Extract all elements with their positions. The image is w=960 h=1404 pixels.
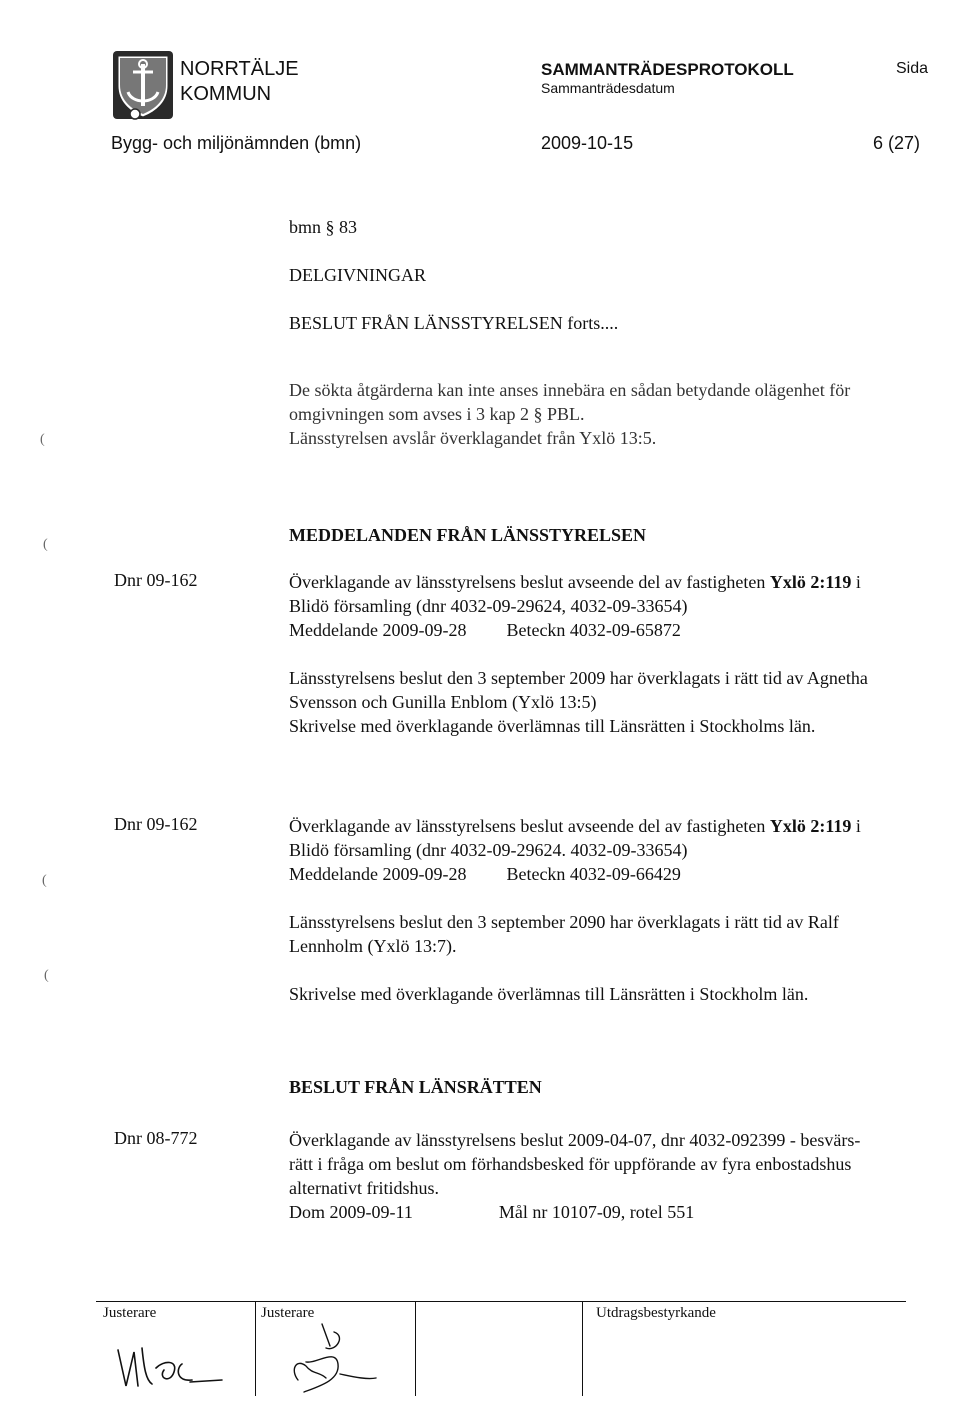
item-dnr: Dnr 08-772 [114,1128,198,1148]
footer-rule [96,1301,906,1302]
beteckning: Beteckn 4032-09-65872 [506,620,681,640]
item-line: Blidö församling (dnr 4032-09-29624, 4032-09-33654) [289,596,688,616]
intro-line: omgivningen som avses i 3 kap 2 § PBL. [289,404,585,424]
paragraph-reference: bmn § 83 [289,217,358,237]
org-name-line1: NORRTÄLJE [180,58,299,80]
case-number: Mål nr 10107-09, rotel 551 [498,1202,695,1222]
justerare-label: Justerare [261,1305,315,1321]
meeting-date-label: Sammanträdesdatum [541,80,675,96]
item-note: Lennholm (Yxlö 13:7). [289,936,457,956]
margin-mark: ( [43,537,48,552]
footer-divider [582,1301,583,1396]
item-line [289,618,949,642]
item-text: i [851,572,861,592]
intro-line: Länsstyrelsen avslår överklagandet från Yxlö 13:5. [289,428,657,448]
item-text: i [851,816,861,836]
utdragsbestyrkande-label: Utdragsbestyrkande [596,1305,716,1321]
item-note: Länsstyrelsens beslut den 3 september 2090 har överklagats i rätt tid av Ralf [289,912,839,932]
item-note: Länsstyrelsens beslut den 3 september 2009 har överklagats i rätt tid av Agnetha [289,668,868,688]
document-title: SAMMANTRÄDESPROTOKOLL [541,60,794,79]
item-dnr: Dnr 09-162 [114,814,198,834]
item-line [289,814,949,838]
margin-mark: ( [42,873,47,888]
meddelande-item [289,570,949,738]
meddelande-date: Meddelande 2009-09-28 [289,620,467,640]
property-designation: Yxlö 2:119 [769,816,852,836]
kommun-logo-icon [112,50,174,120]
item-line: Överklagande av länsstyrelsens beslut 2009-04-07, dnr 4032-092399 - besvärs- [289,1130,861,1150]
intro-paragraph [289,378,949,450]
justerare-label: Justerare [103,1305,157,1321]
lansratten-heading: BESLUT FRÅN LÄNSRÄTTEN [289,1077,542,1097]
committee-name: Bygg- och miljönämnden (bmn) [111,133,362,153]
section-heading: DELGIVNINGAR [289,265,426,285]
page-number: 6 (27) [873,133,921,153]
org-name-line2: KOMMUN [180,83,272,105]
beteckning: Beteckn 4032-09-66429 [506,864,681,884]
dom-date: Dom 2009-09-11 [289,1202,413,1222]
margin-mark: ( [44,968,49,983]
signature-2-icon [276,1318,386,1400]
item-dnr: Dnr 09-162 [114,570,198,590]
meeting-date: 2009-10-15 [541,133,634,153]
page-label: Sida [896,60,929,77]
meddelanden-heading: MEDDELANDEN FRÅN LÄNSSTYRELSEN [289,525,647,545]
property-designation: Yxlö 2:119 [769,572,852,592]
item-note: Skrivelse med överklagande överlämnas till Länsrätten i Stockholm län. [289,984,809,1004]
item-note: Skrivelse med överklagande överlämnas till Länsrätten i Stockholms län. [289,716,816,736]
item-line: Blidö församling (dnr 4032-09-29624. 4032-09-33654) [289,840,688,860]
item-line: alternativt fritidshus. [289,1178,439,1198]
section-subheading: BESLUT FRÅN LÄNSSTYRELSEN forts.... [289,313,619,333]
footer-divider [415,1301,416,1396]
footer-divider [255,1301,256,1396]
item-line [289,862,949,886]
meddelande-item [289,814,949,1006]
item-text: Överklagande av länsstyrelsens beslut avseende del av fastigheten [289,816,770,836]
signature-1-icon [112,1338,252,1398]
margin-mark: ( [40,432,45,447]
item-text: Överklagande av länsstyrelsens beslut avseende del av fastigheten [289,572,770,592]
intro-line: De sökta åtgärderna kan inte anses innebära en sådan betydande olägenhet för [289,380,851,400]
item-line: rätt i fråga om beslut om förhandsbesked för uppförande av fyra enbostadshus [289,1154,852,1174]
item-line [289,570,949,594]
item-note: Svensson och Gunilla Enblom (Yxlö 13:5) [289,692,597,712]
meddelande-date: Meddelande 2009-09-28 [289,864,467,884]
lansratten-item [289,1128,949,1224]
item-line [289,1200,949,1224]
